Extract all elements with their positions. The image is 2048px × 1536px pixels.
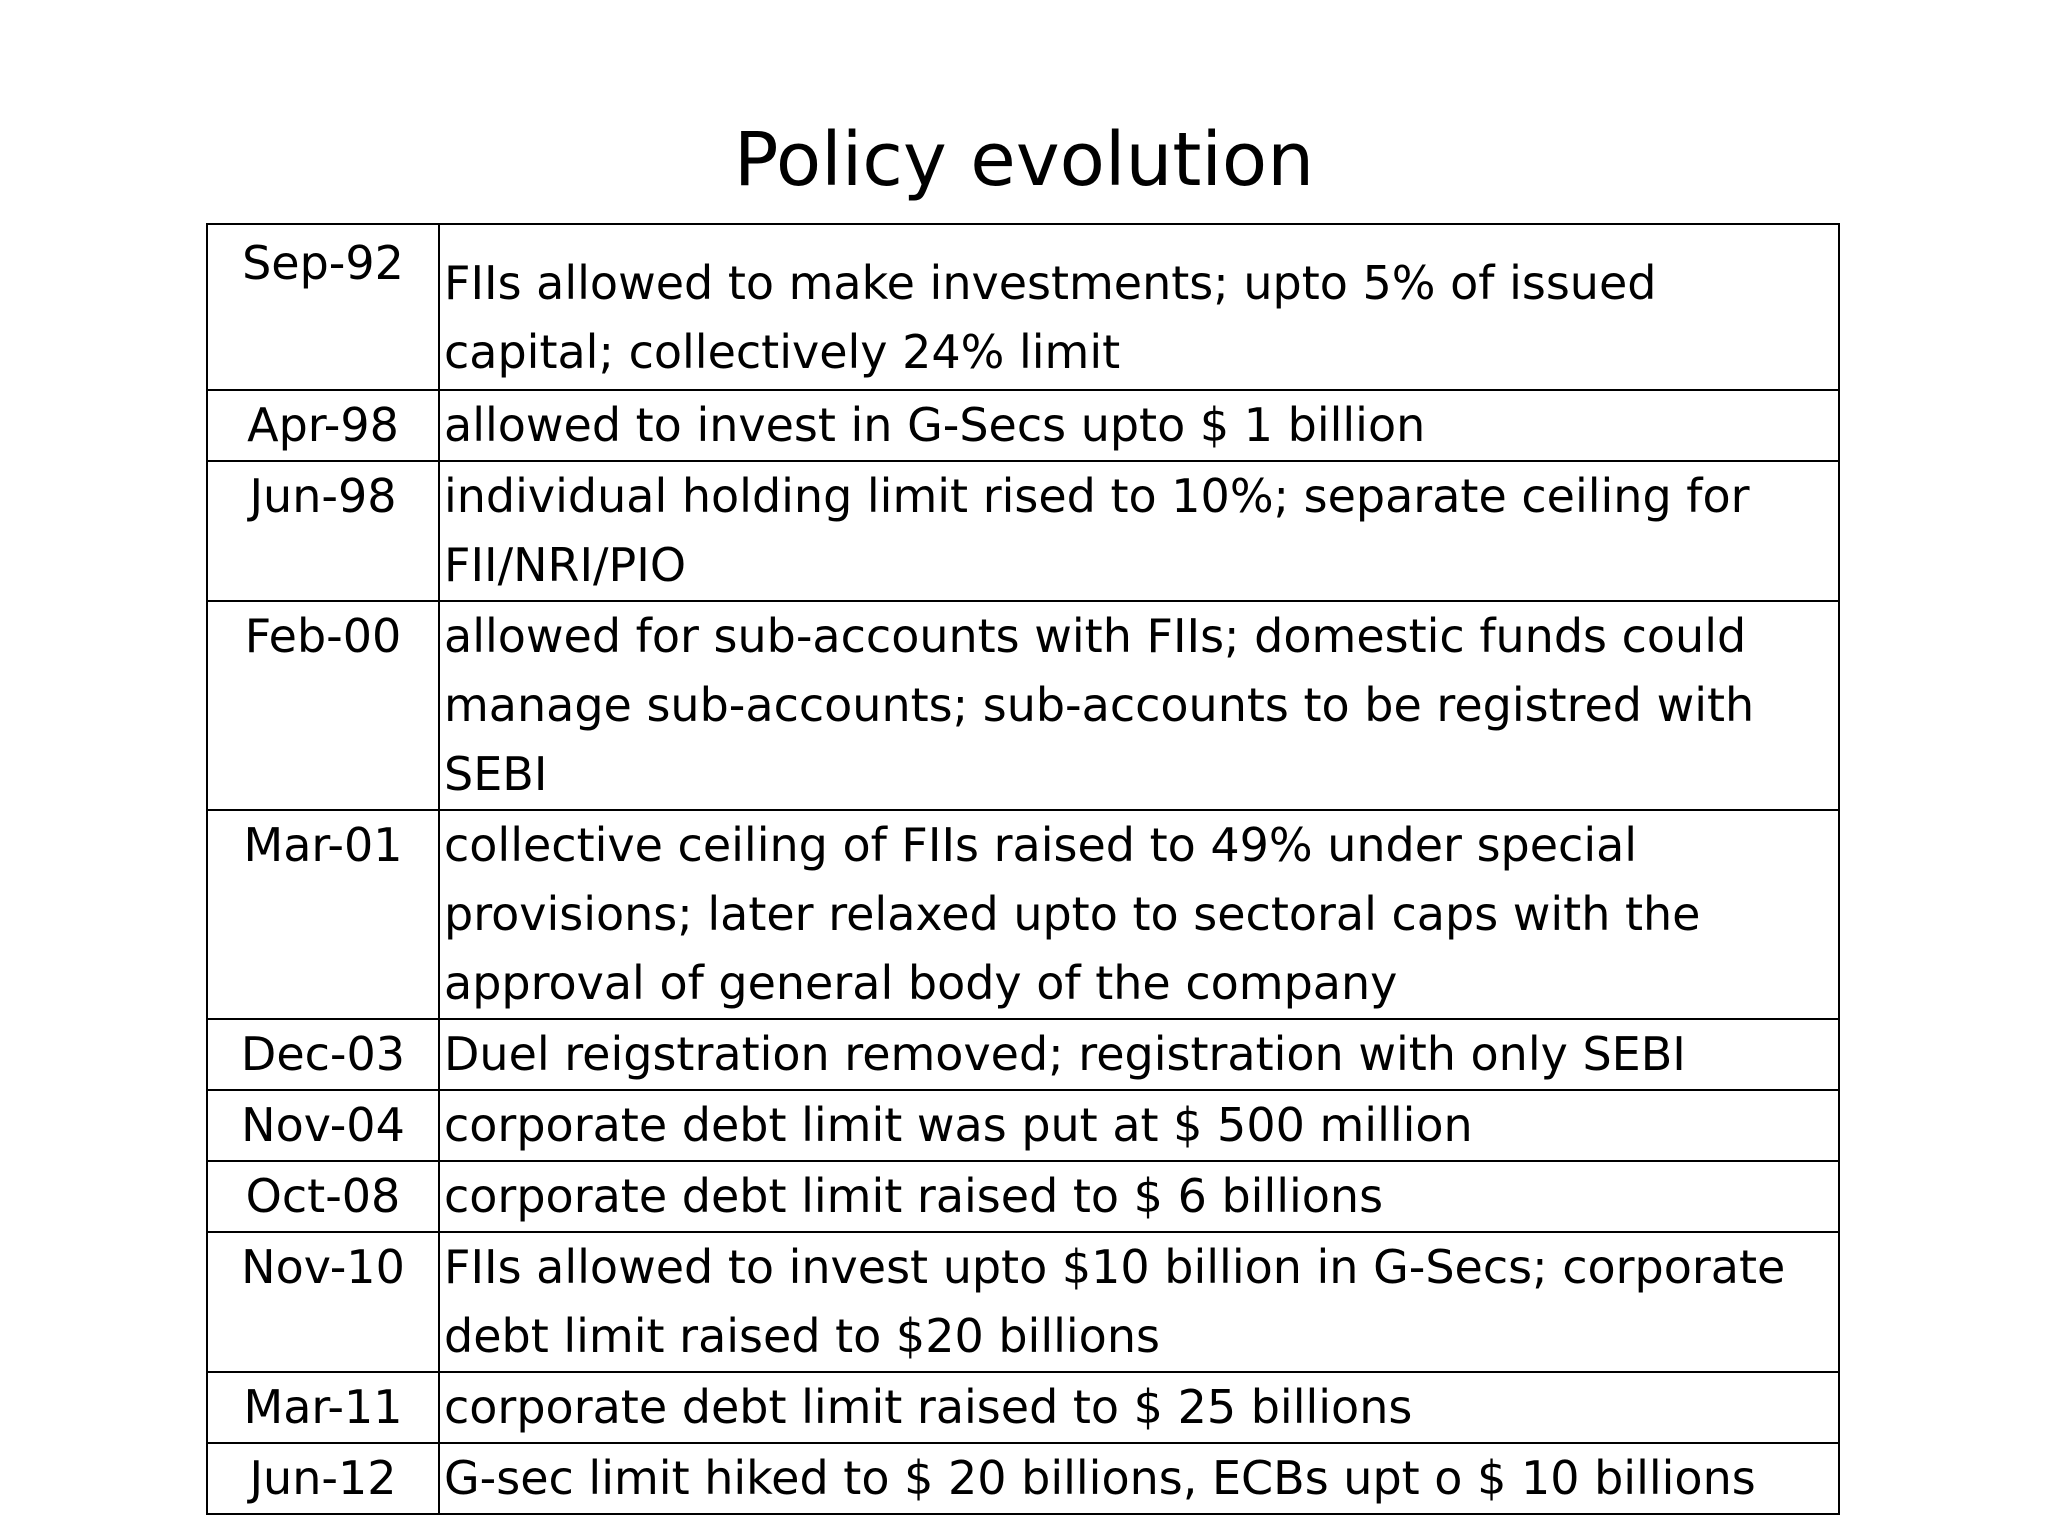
date-cell: Jun-12 — [207, 1443, 439, 1514]
description-cell: collective ceiling of FIIs raised to 49% under special provisions; later relaxed upto to sectoral caps with the approval of general body of the company — [439, 810, 1839, 1019]
table-row — [207, 1161, 1839, 1232]
date-cell: Nov-04 — [207, 1090, 439, 1161]
date-cell: Apr-98 — [207, 390, 439, 461]
description-cell: corporate debt limit was put at $ 500 million — [439, 1090, 1839, 1161]
table-row — [207, 1090, 1839, 1161]
table-row — [207, 1372, 1839, 1443]
table-row — [207, 1443, 1839, 1514]
description-cell: FIIs allowed to invest upto $10 billion in G-Secs; corporate debt limit raised to $20 billions — [439, 1232, 1839, 1372]
table-row — [207, 461, 1839, 601]
slide-title: Policy evolution — [733, 117, 1315, 203]
date-cell: Nov-10 — [207, 1232, 439, 1372]
table-row — [207, 810, 1839, 1019]
date-cell: Oct-08 — [207, 1161, 439, 1232]
description-cell: FIIs allowed to make investments; upto 5% of issued capital; collectively 24% limit — [439, 224, 1839, 390]
date-cell: Jun-98 — [207, 461, 439, 601]
date-cell: Sep-92 — [207, 224, 439, 390]
description-cell: corporate debt limit raised to $ 25 billions — [439, 1372, 1839, 1443]
description-cell: G-sec limit hiked to $ 20 billions, ECBs upt o $ 10 billions — [439, 1443, 1839, 1514]
description-cell: individual holding limit rised to 10%; separate ceiling for FII/NRI/PIO — [439, 461, 1839, 601]
date-cell: Feb-00 — [207, 601, 439, 810]
table-row — [207, 1019, 1839, 1090]
description-cell: corporate debt limit raised to $ 6 billions — [439, 1161, 1839, 1232]
date-cell: Mar-11 — [207, 1372, 439, 1443]
table-row — [207, 224, 1839, 390]
table-row — [207, 390, 1839, 461]
policy-evolution-table — [206, 223, 1840, 1515]
description-cell: allowed for sub-accounts with FIIs; domestic funds could manage sub-accounts; sub-accounts to be registred with SEBI — [439, 601, 1839, 810]
description-cell: allowed to invest in G-Secs upto $ 1 billion — [439, 390, 1839, 461]
date-cell: Mar-01 — [207, 810, 439, 1019]
table-row — [207, 1232, 1839, 1372]
date-cell: Dec-03 — [207, 1019, 439, 1090]
table-row — [207, 601, 1839, 810]
description-cell: Duel reigstration removed; registration with only SEBI — [439, 1019, 1839, 1090]
